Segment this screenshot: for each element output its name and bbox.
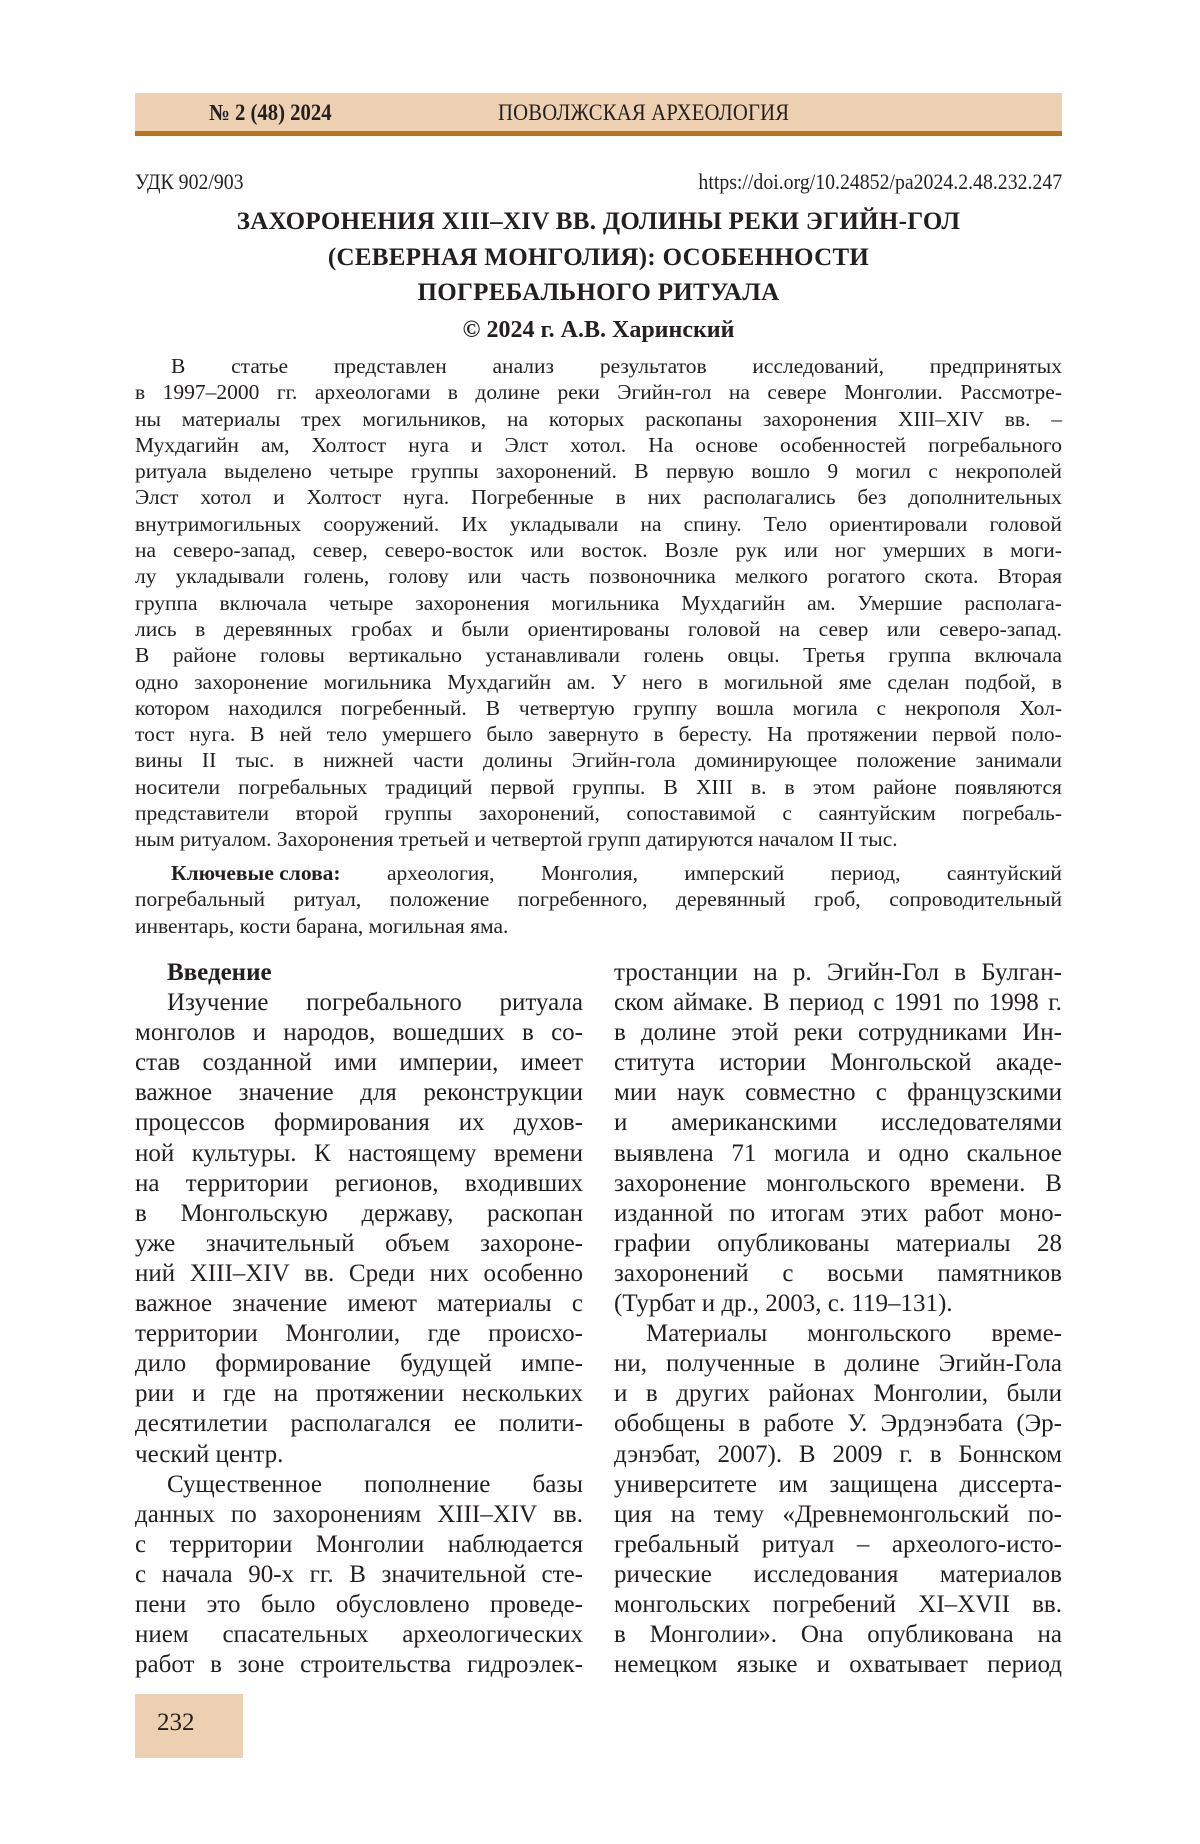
text-line: университете им защищена диссерта- xyxy=(614,1470,1062,1500)
text-line: ритуала выделено четыре группы захоронений. В первую вошло 9 могил с некрополей xyxy=(135,458,1062,484)
text-line: обобщены в работе У. Эрдэнэбата (Эр- xyxy=(614,1409,1062,1439)
text-line: важное значение имеют материалы с xyxy=(135,1289,583,1319)
text-line: котором находился погребенный. В четвертую группу вошла могила с некрополя Хол- xyxy=(135,695,1062,721)
udk-code: УДК 902/903 xyxy=(135,168,244,196)
text-line: в Монголии». Она опубликована на xyxy=(614,1620,1062,1650)
text-line: Изучение погребального ритуала xyxy=(135,988,583,1018)
text-line: данных по захоронениям XIII–XIV вв. xyxy=(135,1500,583,1530)
text-line: процессов формирования их духов- xyxy=(135,1108,583,1138)
text-line: Введение xyxy=(135,958,583,988)
text-line: группа включала четыре захоронения могильника Мухдагийн ам. Умершие располага- xyxy=(135,590,1062,616)
text-line: пени это было обусловлено проведе- xyxy=(135,1590,583,1620)
text-line: Существенное пополнение базы xyxy=(135,1470,583,1500)
text-line: с территории Монголии наблюдается xyxy=(135,1530,583,1560)
page-number: 232 xyxy=(157,1708,195,1738)
text-line: дило формирование будущей импе- xyxy=(135,1349,583,1379)
text-line: и американскими исследователями xyxy=(614,1108,1062,1138)
text-line: Материалы монгольского време- xyxy=(614,1319,1062,1349)
text-line: территории Монголии, где происхо- xyxy=(135,1319,583,1349)
text-line: гребальный ритуал – археолого-исто- xyxy=(614,1530,1062,1560)
text-line: ным ритуалом. Захоронения третьей и четвертой групп датируются началом II тыс. xyxy=(135,826,1062,852)
text-line: ний XIII–XIV вв. Среди них особенно xyxy=(135,1259,583,1289)
text-line: нием спасательных археологических xyxy=(135,1620,583,1650)
issue-number: № 2 (48) 2024 xyxy=(209,98,332,128)
text-line: став созданной ими империи, имеет xyxy=(135,1048,583,1078)
article-title xyxy=(135,204,1062,311)
keywords-label: Ключевые слова: xyxy=(171,860,341,886)
text-line: Элст хотол и Холтост нуга. Погребенные в них располагались без дополнительных xyxy=(135,484,1062,510)
title-line: (СЕВЕРНАЯ МОНГОЛИЯ): ОСОБЕННОСТИ xyxy=(135,240,1062,276)
text-line: Мухдагийн ам, Холтост нуга и Элст хотол. На основе особенностей погребального xyxy=(135,432,1062,458)
running-header-rule xyxy=(135,131,1062,136)
text-line: монголов и народов, вошедших в со- xyxy=(135,1018,583,1048)
text-line: в Монгольскую державу, раскопан xyxy=(135,1199,583,1229)
text-line: инвентарь, кости барана, могильная яма. xyxy=(135,913,1062,939)
text-line: в долине этой реки сотрудниками Ин- xyxy=(614,1018,1062,1048)
text-line: В статье представлен анализ результатов исследований, предпринятых xyxy=(135,353,1062,379)
text-line: ститута истории Монгольской акаде- xyxy=(614,1048,1062,1078)
doi-link[interactable]: https://doi.org/10.24852/pa2024.2.48.232.247 xyxy=(698,168,1062,196)
text-line: ны материалы трех могильников, на которых раскопаны захоронения XIII–XIV вв. – xyxy=(135,406,1062,432)
abstract xyxy=(135,353,1062,853)
text-line: вины II тыс. в нижней части долины Эгийн-гола доминирующее положение занимали xyxy=(135,747,1062,773)
text-line: лу укладывали голень, голову или часть позвоночника мелкого рогатого скота. Вторая xyxy=(135,563,1062,589)
text-line: рии и где на протяжении нескольких xyxy=(135,1379,583,1409)
title-line: ПОГРЕБАЛЬНОГО РИТУАЛА xyxy=(135,275,1062,311)
text-line: внутримогильных сооружений. Их укладывали на спину. Тело ориентировали головой xyxy=(135,511,1062,537)
text-line: ция на тему «Древнемонгольский по- xyxy=(614,1500,1062,1530)
text-line: тростанции на р. Эгийн-Гол в Булган- xyxy=(614,958,1062,988)
text-line: погребальный ритуал, положение погребенного, деревянный гроб, сопроводительный xyxy=(135,886,1062,912)
text-line: рические исследования материалов xyxy=(614,1560,1062,1590)
body-column-right xyxy=(614,958,1062,1680)
text-line: и в других районах Монголии, были xyxy=(614,1379,1062,1409)
text-line: захоронений с восьми памятников xyxy=(614,1259,1062,1289)
text-line: лись в деревянных гробах и были ориентированы головой на север или северо-запад. xyxy=(135,616,1062,642)
text-line: захоронение монгольского времени. В xyxy=(614,1169,1062,1199)
text-line: важное значение для реконструкции xyxy=(135,1078,583,1108)
text-line: десятилетии располагался ее полити- xyxy=(135,1409,583,1439)
text-line: немецком языке и охватывает период xyxy=(614,1650,1062,1680)
text-line: тост нуга. В ней тело умершего было завернуто в бересту. На протяжении первой поло- xyxy=(135,721,1062,747)
text-line: на территории регионов, входивших xyxy=(135,1169,583,1199)
text-line: Ключевые слова: археология, Монголия, имперский период, саянтуйский xyxy=(135,860,1062,886)
text-line: уже значительный объем захороне- xyxy=(135,1229,583,1259)
text-line: работ в зоне строительства гидроэлек- xyxy=(135,1650,583,1680)
text-line: ни, полученные в долине Эгийн-Гола xyxy=(614,1349,1062,1379)
text-line: одно захоронение могильника Мухдагийн ам. У него в могильной яме сделан подбой, в xyxy=(135,669,1062,695)
author-line: © 2024 г. А.В. Харинский xyxy=(135,314,1062,346)
text-line: мии наук совместно с французскими xyxy=(614,1078,1062,1108)
text-line: монгольских погребений XI–XVII вв. xyxy=(614,1590,1062,1620)
text-line: В районе головы вертикально устанавливали голень овцы. Третья группа включала xyxy=(135,642,1062,668)
body-column-left xyxy=(135,958,583,1680)
text-line: графии опубликованы материалы 28 xyxy=(614,1229,1062,1259)
text-line: на северо-запад, север, северо-восток или восток. Возле рук или ног умерших в моги- xyxy=(135,537,1062,563)
text-line: ческий центр. xyxy=(135,1440,583,1470)
text-line: выявлена 71 могила и одно скальное xyxy=(614,1139,1062,1169)
text-line: изданной по итогам этих работ моно- xyxy=(614,1199,1062,1229)
text-line: ском аймаке. В период с 1991 по 1998 г. xyxy=(614,988,1062,1018)
keywords xyxy=(135,860,1062,939)
text-line: носители погребальных традиций первой группы. В XIII в. в этом районе появляются xyxy=(135,774,1062,800)
title-line: ЗАХОРОНЕНИЯ XIII–XIV ВВ. ДОЛИНЫ РЕКИ ЭГИЙН-ГОЛ xyxy=(135,204,1062,240)
text-line: в 1997–2000 гг. археологами в долине реки Эгийн-гол на севере Монголии. Рассмотре- xyxy=(135,379,1062,405)
text-line: дэнэбат, 2007). В 2009 г. в Боннском xyxy=(614,1440,1062,1470)
text-line: представители второй группы захоронений, сопоставимой с саянтуйским погребаль- xyxy=(135,800,1062,826)
journal-name: ПОВОЛЖСКАЯ АРХЕОЛОГИЯ xyxy=(498,98,789,128)
text-line: с начала 90-х гг. В значительной сте- xyxy=(135,1560,583,1590)
text-line: (Турбат и др., 2003, с. 119–131). xyxy=(614,1289,1062,1319)
text-line: ной культуры. К настоящему времени xyxy=(135,1139,583,1169)
